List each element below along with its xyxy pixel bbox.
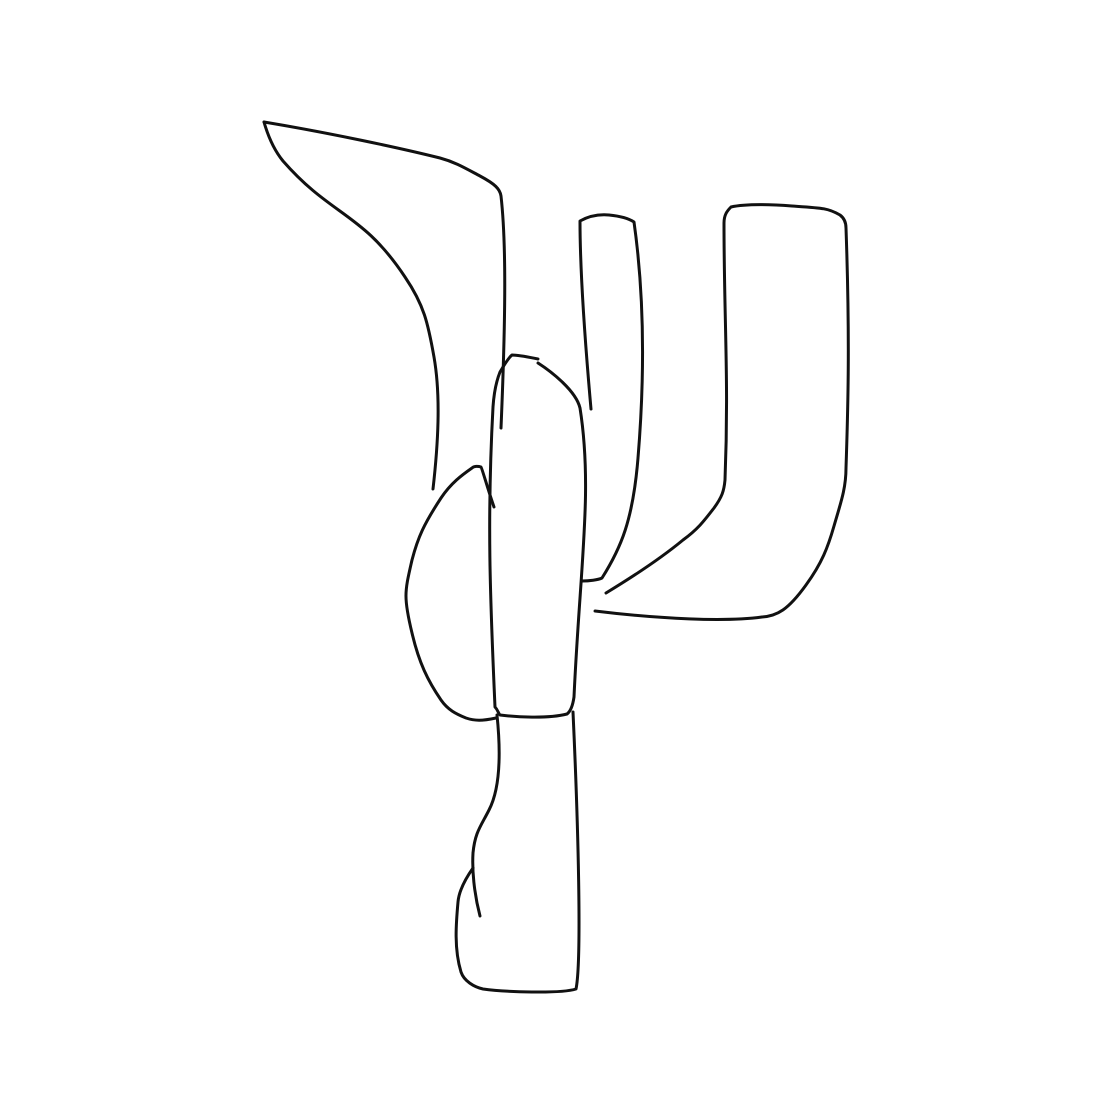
middle-arm-stroke (580, 215, 643, 581)
left-arm-stroke (264, 122, 505, 428)
cactus-sketch (264, 122, 848, 992)
base-stroke (473, 715, 499, 916)
trunk-left-stroke (406, 466, 496, 720)
left-arm-outer-stroke (264, 122, 438, 489)
right-arm-inner-stroke (595, 205, 848, 620)
trunk-main-stroke (490, 355, 586, 717)
